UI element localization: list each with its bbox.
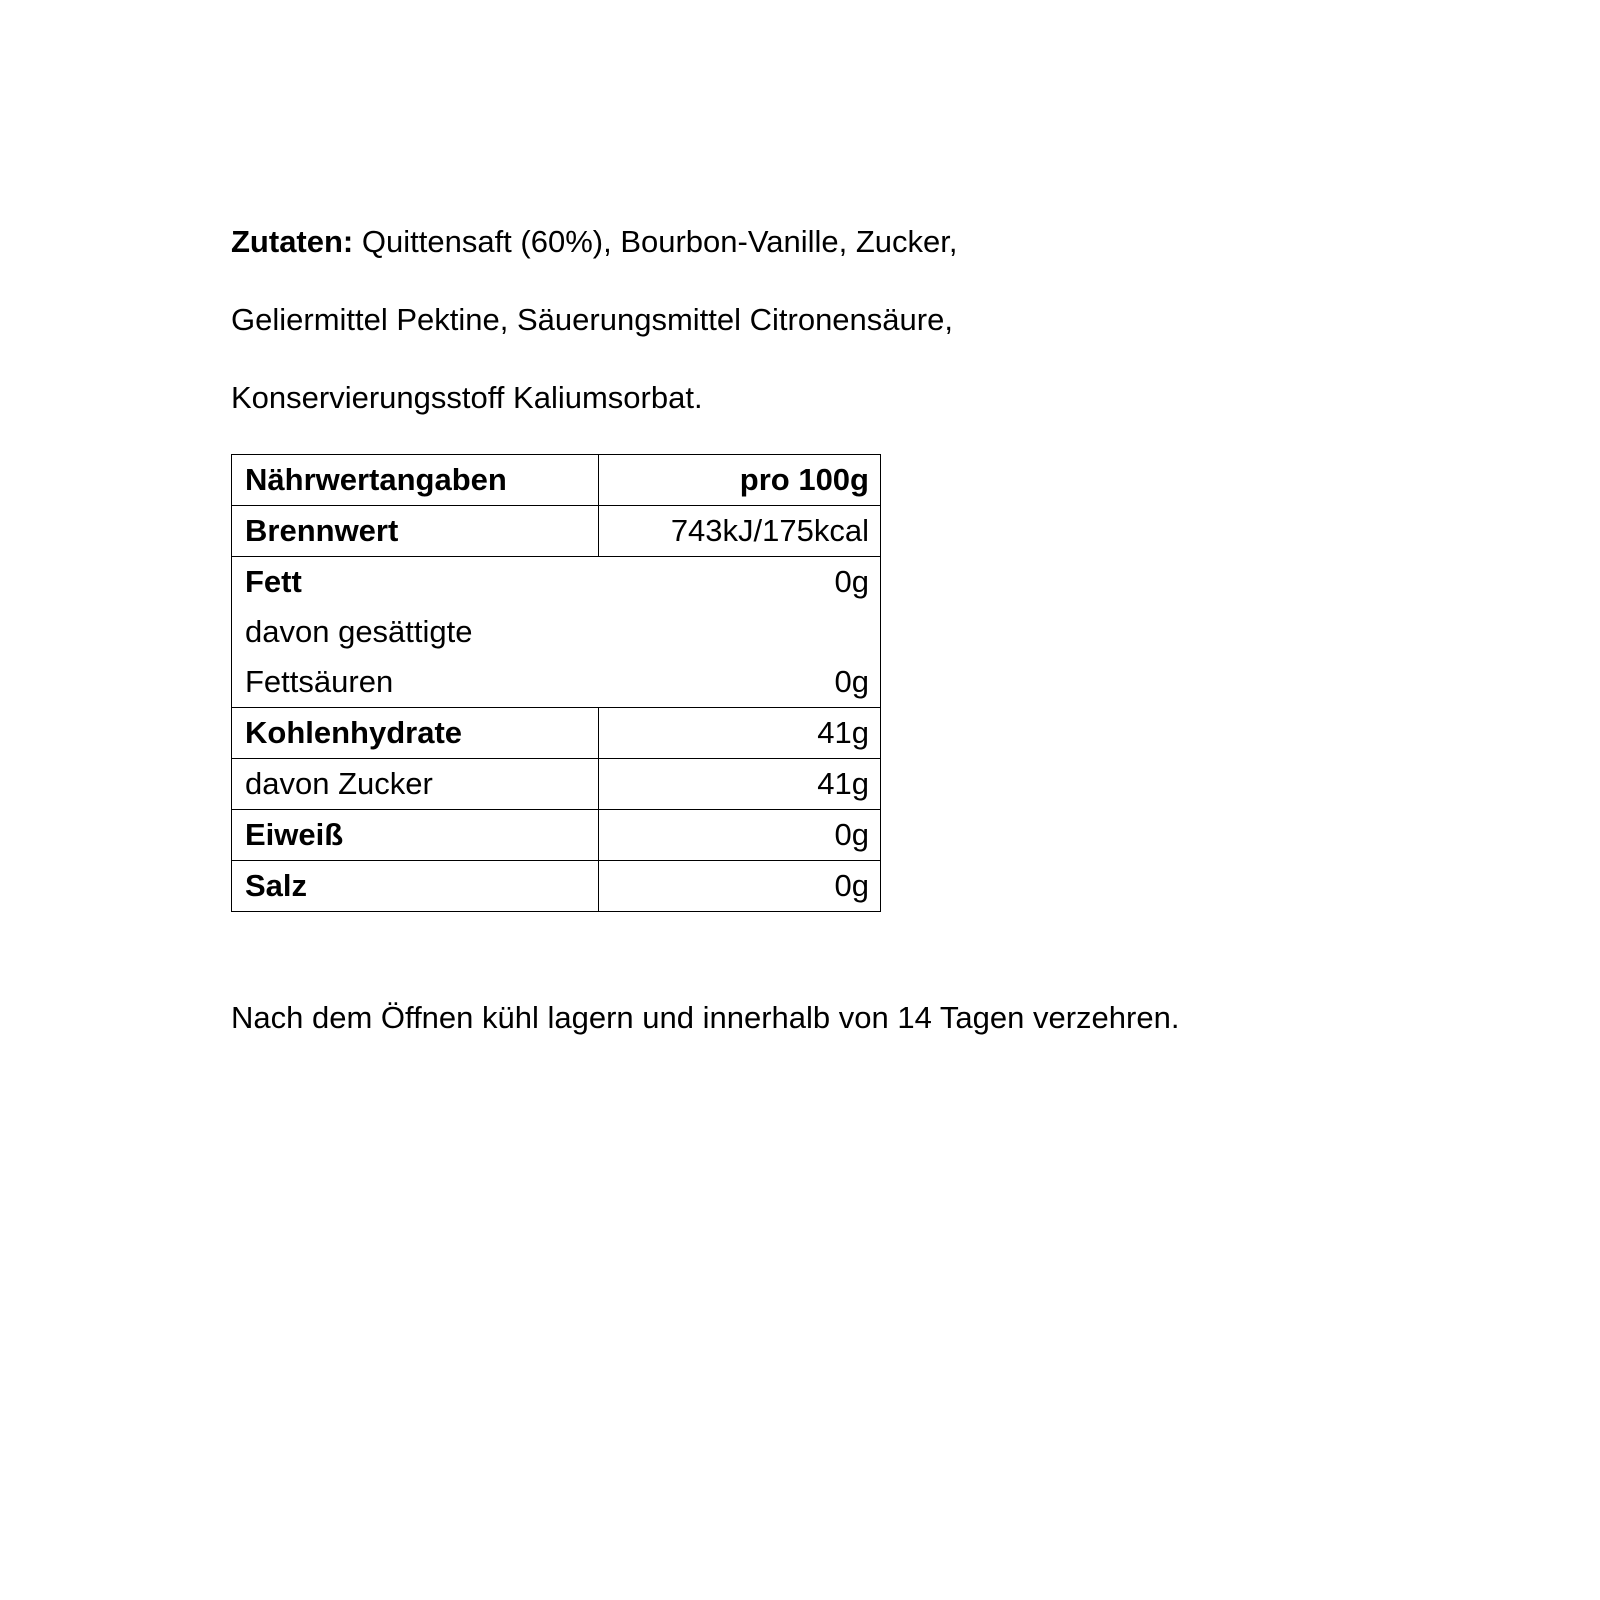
salt-row bbox=[232, 861, 881, 912]
saturated-line-1 bbox=[245, 607, 869, 657]
nutrition-header-row bbox=[232, 455, 881, 506]
protein-row bbox=[232, 810, 881, 861]
salt-label: Salz bbox=[232, 861, 599, 912]
protein-value: 0g bbox=[599, 810, 881, 861]
ingredients-text-1: Quittensaft (60%), Bourbon-Vanille, Zucker, bbox=[353, 224, 958, 259]
saturated-line-2 bbox=[245, 657, 869, 707]
protein-label: Eiweiß bbox=[232, 810, 599, 861]
energy-label: Brennwert bbox=[232, 506, 599, 557]
fat-row bbox=[232, 557, 881, 708]
ingredients-label: Zutaten: bbox=[231, 224, 354, 259]
nutrition-table bbox=[231, 454, 881, 912]
nutrition-header-value: pro 100g bbox=[599, 455, 881, 506]
saturated-value: 0g bbox=[834, 664, 869, 699]
storage-note: Nach dem Öffnen kühl lagern und innerhalb von 14 Tagen verzehren. bbox=[231, 1000, 1180, 1035]
ingredients-line-2: Geliermittel Pektine, Säuerungsmittel Citronensäure, bbox=[231, 302, 953, 337]
fat-line bbox=[245, 557, 869, 607]
fat-label: Fett bbox=[245, 564, 302, 599]
ingredients-line-3: Konservierungsstoff Kaliumsorbat. bbox=[231, 380, 703, 415]
ingredients-line-1 bbox=[231, 222, 957, 262]
fat-value: 0g bbox=[834, 564, 869, 599]
fat-cell bbox=[232, 557, 881, 708]
sugar-label: davon Zucker bbox=[232, 759, 599, 810]
carbs-row bbox=[232, 708, 881, 759]
nutrition-header-label: Nährwertangaben bbox=[232, 455, 599, 506]
salt-value: 0g bbox=[599, 861, 881, 912]
carbs-label: Kohlenhydrate bbox=[232, 708, 599, 759]
energy-row bbox=[232, 506, 881, 557]
energy-value: 743kJ/175kcal bbox=[599, 506, 881, 557]
carbs-value: 41g bbox=[599, 708, 881, 759]
saturated-label-line-2: Fettsäuren bbox=[245, 664, 394, 699]
sugar-row bbox=[232, 759, 881, 810]
sugar-value: 41g bbox=[599, 759, 881, 810]
saturated-label-line-1: davon gesättigte bbox=[245, 614, 473, 649]
